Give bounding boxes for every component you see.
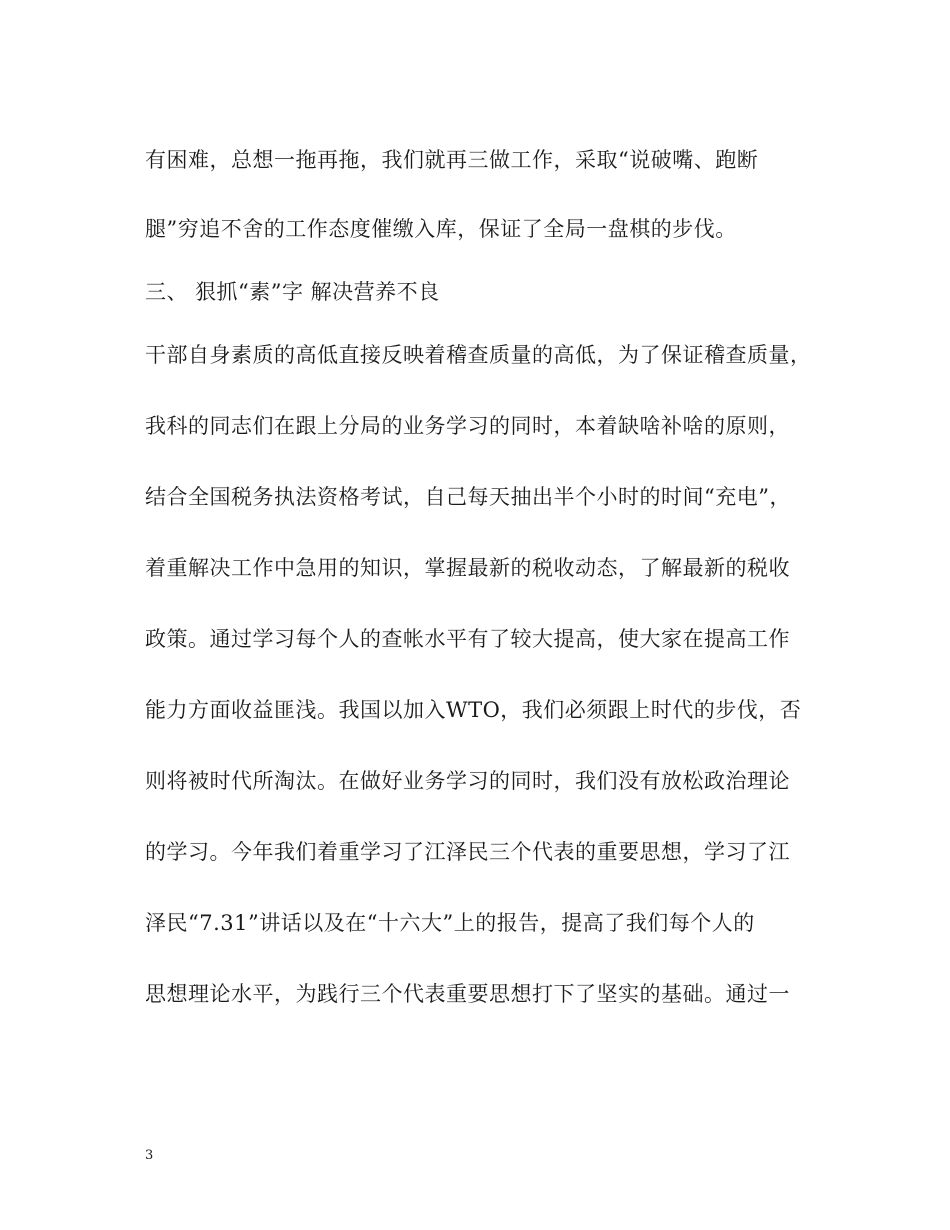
- body-line-9: 则将被时代所淘汰。在做好业务学习的同时，我们没有放松政治理论: [145, 769, 790, 793]
- body-line-12: 思想理论水平，为践行三个代表重要思想打下了坚实的基础。通过一: [145, 982, 790, 1006]
- body-line-10: 的学习。今年我们着重学习了江泽民三个代表的重要思想，学习了江: [145, 840, 790, 864]
- body-line-5: 结合全国税务执法资格考试，自己每天抽出半个小时的时间“充电”，: [145, 485, 791, 509]
- body-line-11: 泽民“7.31”讲话以及在“十六大”上的报告，提高了我们每个人的: [145, 911, 755, 935]
- body-line-8: 能力方面收益匪浅。我国以加入WTO，我们必须跟上时代的步伐，否: [145, 698, 802, 722]
- section-heading: [145, 277, 825, 307]
- body-line-6: 着重解决工作中急用的知识，掌握最新的税收动态，了解最新的税收: [145, 556, 790, 580]
- page-number: 3: [145, 1148, 154, 1163]
- section-heading-number: 三、: [145, 280, 188, 304]
- body-line-3: 干部自身素质的高低直接反映着稽查质量的高低，为了保证稽查质量，: [145, 343, 812, 367]
- body-line-7: 政策。通过学习每个人的查帐水平有了较大提高，使大家在提高工作: [145, 627, 790, 651]
- section-heading-text: 狠抓“素”字 解决营养不良: [195, 280, 440, 304]
- body-line-1: 有困难，总想一拖再拖，我们就再三做工作，采取“说破嘴、跑断: [145, 148, 759, 172]
- body-line-2: 腿”穷追不舍的工作态度催缴入库，保证了全局一盘棋的步伐。: [145, 217, 737, 241]
- body-line-4: 我科的同志们在跟上分局的业务学习的同时，本着缺啥补啥的原则，: [145, 414, 790, 438]
